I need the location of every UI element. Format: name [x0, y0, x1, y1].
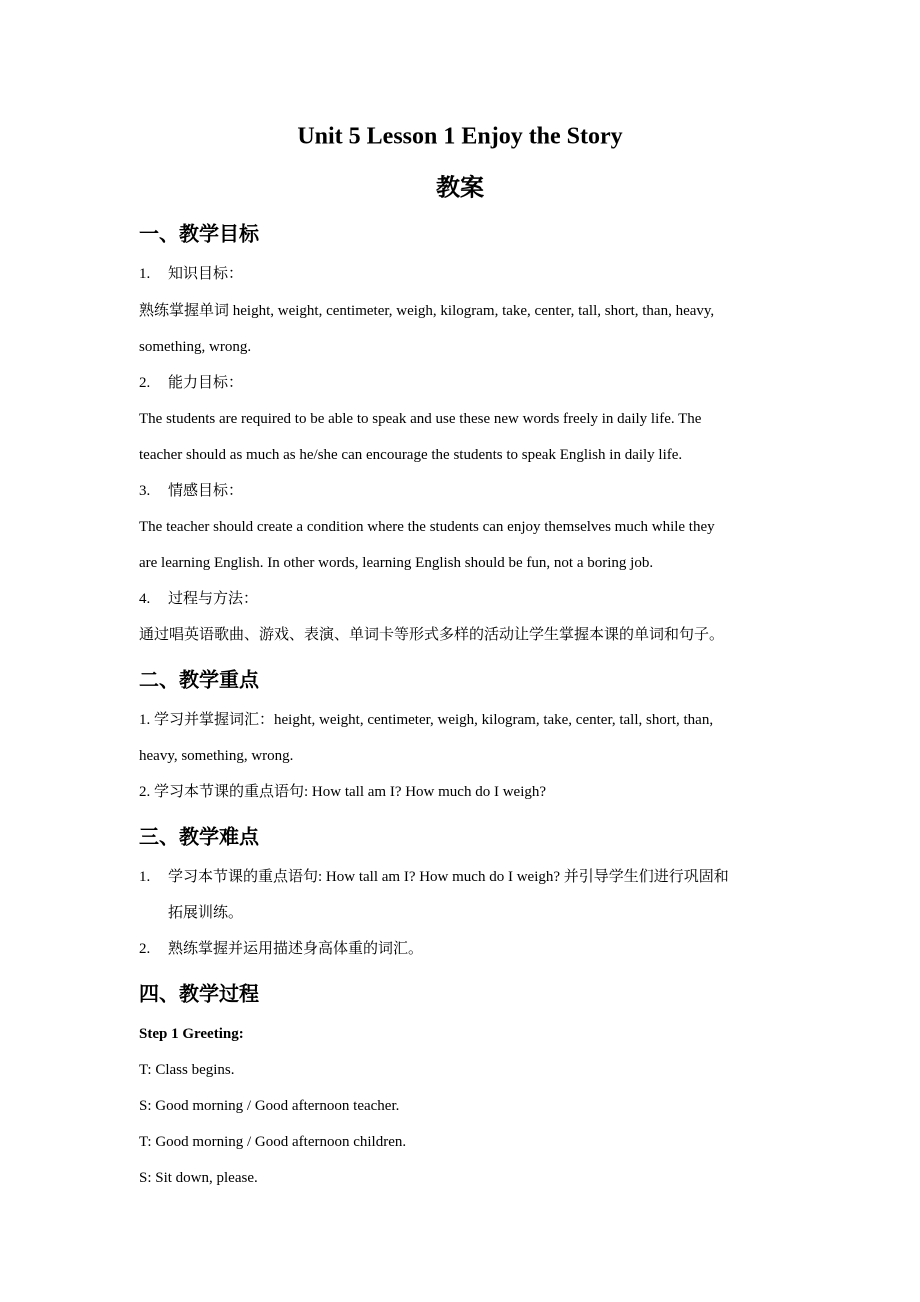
dialogue-line: T: Good morning / Good afternoon children.: [139, 1134, 407, 1150]
document-subtitle: 教案: [436, 175, 484, 202]
paragraph-line: 1. 学习并掌握词汇：height, weight, centimeter, weigh, kilogram, take, center, tall, short, than,: [139, 712, 714, 728]
paragraph-line: 2. 学习本节课的重点语句: How tall am I? How much do I weigh?: [139, 784, 547, 800]
paragraph-line: 拓展训练。: [168, 905, 244, 921]
difficulty-1: [139, 867, 729, 887]
list-number: 2.: [139, 941, 151, 957]
list-label: 知识目标：: [168, 266, 244, 282]
paragraph-line: teacher should as much as he/she can encourage the students to speak English in daily life.: [139, 447, 683, 463]
paragraph-line: something, wrong.: [139, 339, 252, 355]
list-number: 1.: [139, 869, 151, 885]
list-text: 熟练掌握并运用描述身高体重的词汇。: [168, 941, 424, 957]
step-heading: Step 1 Greeting:: [139, 1026, 244, 1042]
section-heading-process: 四、教学过程: [139, 983, 259, 1006]
paragraph-line: The students are required to be able to speak and use these new words freely in daily life. The: [139, 411, 702, 427]
paragraph-line: heavy, something, wrong.: [139, 748, 294, 764]
list-label: 能力目标：: [168, 375, 244, 391]
list-text: 学习本节课的重点语句: How tall am I? How much do I weigh? 并引导学生们进行巩固和: [168, 869, 729, 885]
paragraph-line: 熟练掌握单词 height, weight, centimeter, weigh, kilogram, take, center, tall, short, than, heavy,: [139, 303, 715, 319]
document-title: Unit 5 Lesson 1 Enjoy the Story: [297, 123, 623, 150]
list-number: 4.: [139, 591, 151, 607]
objective-4-label: [139, 589, 258, 609]
dialogue-line: T: Class begins.: [139, 1062, 235, 1078]
list-number: 2.: [139, 375, 151, 391]
section-heading-difficulties: 三、教学难点: [139, 826, 259, 849]
list-number: 1.: [139, 266, 151, 282]
list-label: 过程与方法：: [168, 591, 259, 607]
paragraph-line: The teacher should create a condition where the students can enjoy themselves much while they: [139, 519, 715, 535]
objective-2-label: [139, 373, 243, 393]
dialogue-line: S: Good morning / Good afternoon teacher.: [139, 1098, 400, 1114]
list-number: 3.: [139, 483, 151, 499]
objective-3-label: [139, 481, 243, 501]
list-label: 情感目标：: [168, 483, 244, 499]
difficulty-2: [139, 939, 423, 959]
objective-1-label: [139, 264, 243, 284]
paragraph-line: 通过唱英语歌曲、游戏、表演、单词卡等形式多样的活动让学生掌握本课的单词和句子。: [139, 627, 725, 643]
paragraph-line: are learning English. In other words, learning English should be fun, not a boring job.: [139, 555, 654, 571]
section-heading-key-points: 二、教学重点: [139, 669, 259, 692]
section-heading-objectives: 一、教学目标: [139, 223, 259, 246]
dialogue-line: S: Sit down, please.: [139, 1170, 258, 1186]
